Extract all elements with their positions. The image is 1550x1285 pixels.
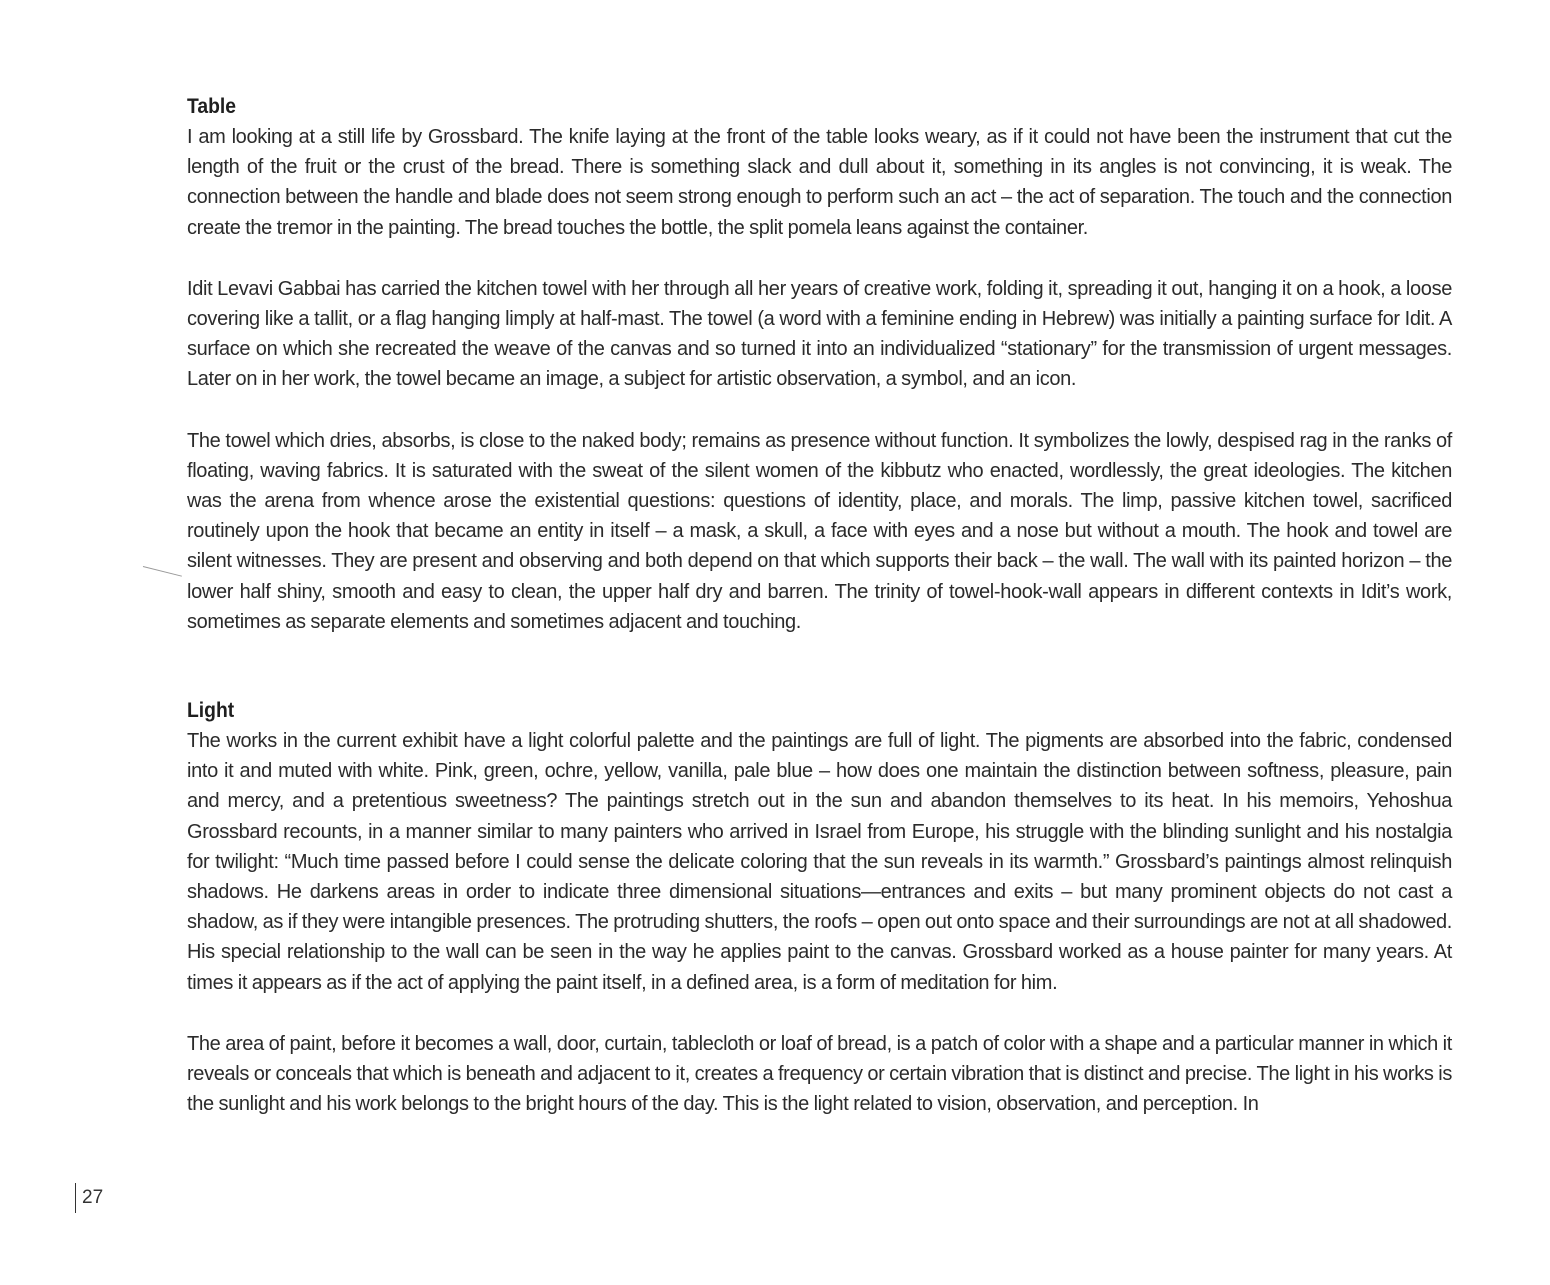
section-title-table: Table [187,95,237,118]
page-number: 27 [82,1187,104,1208]
paragraph-spacer [187,395,1452,426]
page-footer [75,1183,103,1213]
paragraph-light-2: The area of paint, before it becomes a wall, door, curtain, tablecloth or loaf of bread, is a patch of color with a shape and a particular manner in which it reveals or conceals that which is beneath and adjacent to it, creates a frequency or certain vibration that is distinct and precise. The light in his works is the sunlight and his work belongs to the bright hours of the day. This is the light related to vision, observation, and perception. In [187,1032,1452,1116]
paragraph-table-2: Idit Levavi Gabbai has carried the kitchen towel with her through all her years of creative work, folding it, spreading it out, hanging it on a hook, a loose covering like a tallit, or a flag hanging limply at half-mast. The towel (a word with a feminine ending in Hebrew) was initially a painting surface for Idit. A surface on which she recreated the weave of the canvas and so turned it into an individualized “stationary” for the transmission of urgent messages. Later on in her work, the towel became an image, a subject for artistic observation, a symbol, and an icon. [187,277,1452,391]
page-number-rule [75,1183,76,1213]
paragraph-table-1: I am looking at a still life by Grossbard. The knife laying at the front of the table looks weary, as if it could not have been the instrument that cut the length of the fruit or the crust of the bread. There is something slack and dull about it, something in its angles is not convincing, it is weak. The connection between the handle and blade does not seem strong enough to perform such an act – the act of separation. The touch and the connection create the tremor in the painting. The bread touches the bottle, the split pomela leans against the container. [187,126,1452,239]
paragraph-light-1: The works in the current exhibit have a light colorful palette and the paintings are full of light. The pigments are absorbed into the fabric, condensed into it and muted with white. Pink, green, ochre, yellow, vanilla, pale blue – how does one maintain the distinction between softness, pleasure, pain and mercy, and a pretentious sweetness? The paintings stretch out in the sun and abandon themselves to its heat. In his memoirs, Yehoshua Grossbard recounts, in a manner similar to many painters who arrived in Israel from Europe, his struggle with the blinding sunlight and his nostalgia for twilight: “Much time passed before I could sense the delicate coloring that the sun reveals in its warmth.” Grossbard’s paintings almost relinquish shadows. He darkens areas in order to indicate three dimensional situations—entrances and exits – but many prominent objects do not cast a shadow, as if they were intangible presences. The protruding shutters, the roofs – open out onto space and their surroundings are not at all shadowed. His special relationship to the wall can be seen in the way he applies paint to the canvas. Grossbard worked as a house painter for many years. At times it appears as if the act of applying the paint itself, in a defined area, is a form of meditation for him. [187,730,1452,994]
paragraph-table-3: The towel which dries, absorbs, is close to the naked body; remains as presence without function. It symbolizes the lowly, despised rag in the ranks of floating, waving fabrics. It is saturated with the sweat of the silent women of the kibbutz who enacted, wordlessly, the great ideologies. The kitchen was the arena from whence arose the existential questions: questions of identity, place, and morals. The limp, passive kitchen towel, sacrificed routinely upon the hook that became an entity in itself – a mask, a skull, a face with eyes and a nose but without a mouth. The hook and towel are silent witnesses. They are present and observing and both depend on that which supports their back – the wall. The wall with its painted horizon – the lower half shiny, smooth and easy to clean, the upper half dry and barren. The trinity of towel-hook-wall appears in different contexts in Idit’s work, sometimes as separate elements and sometimes adjacent and touching. [187,429,1452,633]
section-title-light: Light [187,699,235,723]
paragraph-spacer [187,243,1452,274]
page-body [187,92,1452,1119]
stray-pen-mark [143,566,182,577]
section-spacer [187,637,1452,696]
paragraph-spacer [187,998,1452,1029]
